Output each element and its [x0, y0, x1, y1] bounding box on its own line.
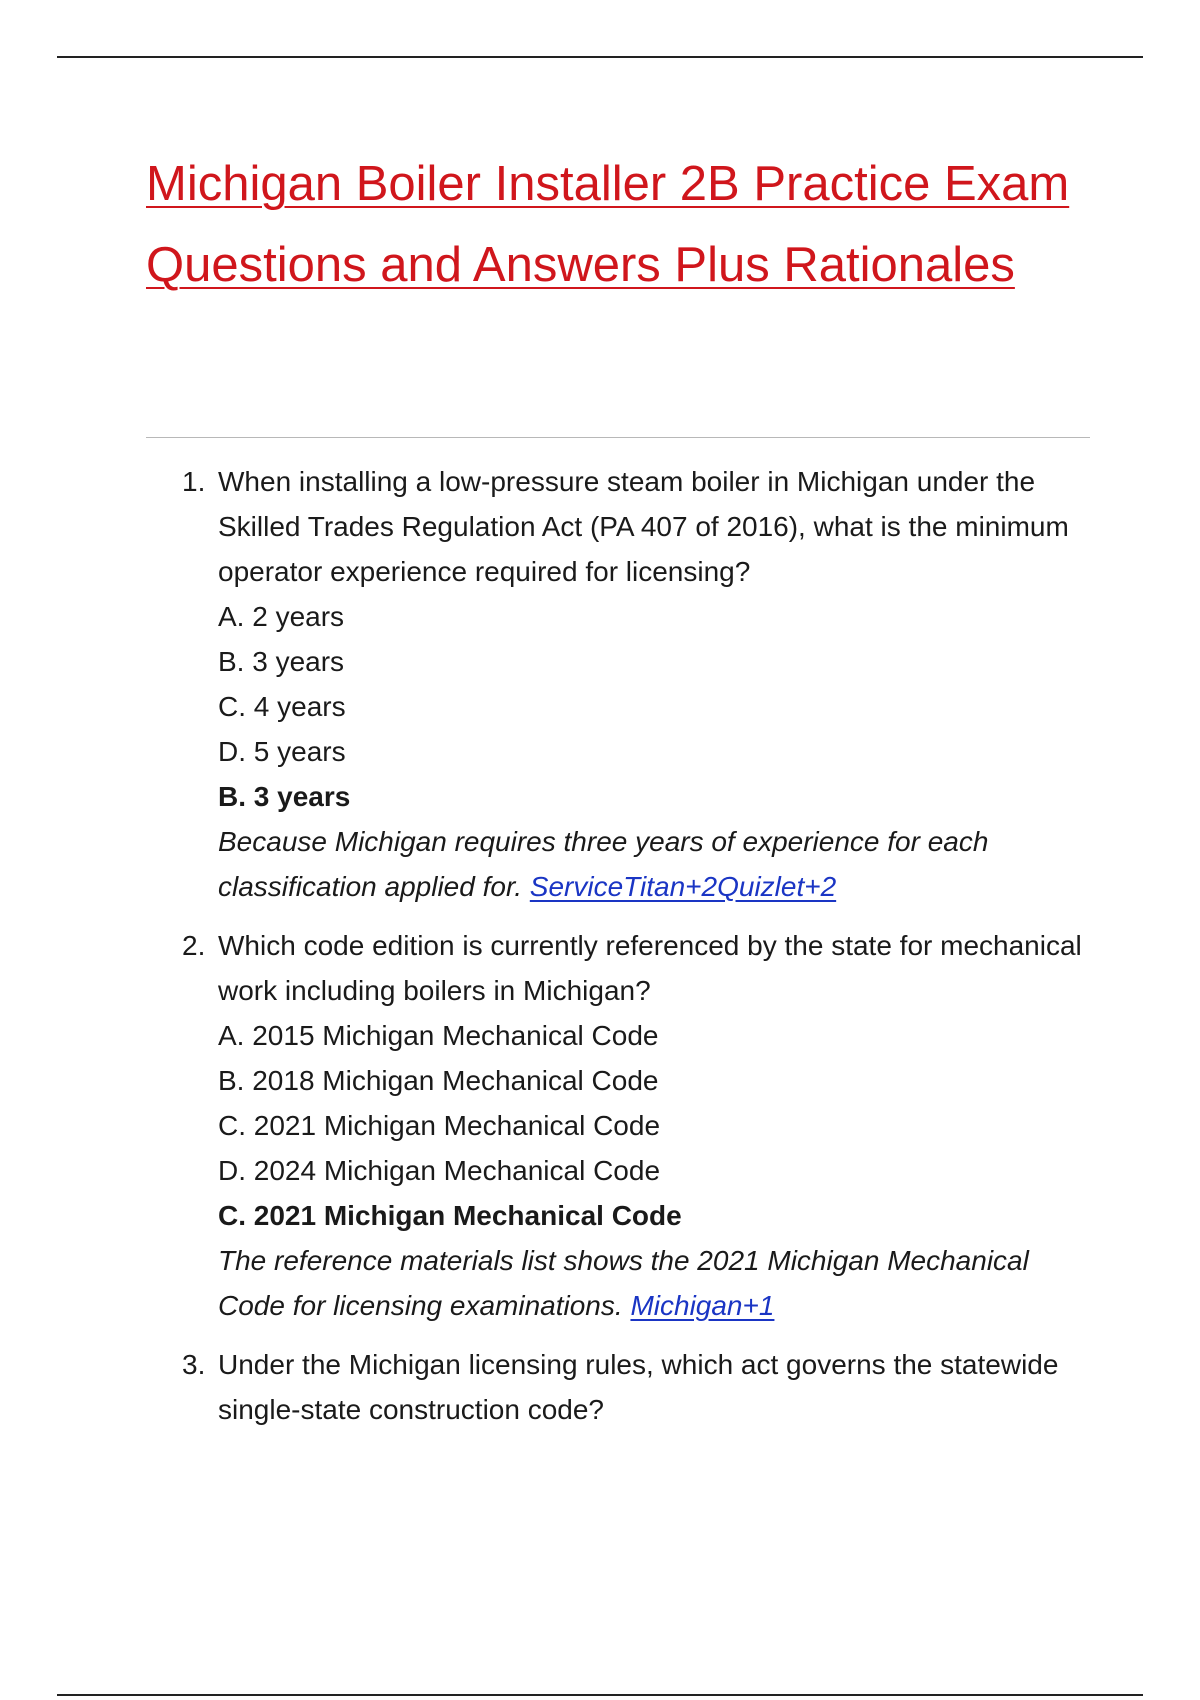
- page-bottom-rule: [57, 1694, 1143, 1696]
- rationale-text: Because Michigan requires three years of experience for each classification applied for.: [218, 826, 989, 902]
- question-body: [218, 459, 1098, 909]
- title-divider: [146, 437, 1090, 438]
- correct-answer: B. 3 years: [218, 781, 351, 812]
- rationale: [218, 819, 1098, 909]
- page-top-rule: [57, 56, 1143, 58]
- answer-option-a: A. 2015 Michigan Mechanical Code: [218, 1020, 659, 1051]
- question-text: Under the Michigan licensing rules, which act governs the statewide single-state construction code?: [218, 1349, 1059, 1425]
- answer-option-d: D. 2024 Michigan Mechanical Code: [218, 1155, 661, 1186]
- question-number: 2.: [182, 930, 206, 961]
- question-item-1: [0, 459, 1200, 909]
- document-title-text: Michigan Boiler Installer 2B Practice Exam Questions and Answers Plus Rationales: [146, 157, 1070, 292]
- document-title: [146, 144, 1076, 306]
- question-body: [218, 923, 1098, 1328]
- question-text: Which code edition is currently referenced by the state for mechanical work including boilers in Michigan?: [218, 930, 1082, 1006]
- answer-option-d: D. 5 years: [218, 736, 346, 767]
- question-item-3: [0, 1342, 1200, 1432]
- answer-option-b: B. 3 years: [218, 646, 345, 677]
- question-number: 1.: [182, 466, 206, 497]
- question-item-2: [0, 923, 1200, 1328]
- question-body: [218, 1342, 1098, 1432]
- question-number: 3.: [182, 1349, 206, 1380]
- question-text: When installing a low-pressure steam boiler in Michigan under the Skilled Trades Regulation Act (PA 407 of 2016), what is the minimum operator experience required for licensing?: [218, 466, 1069, 587]
- rationale-text: The reference materials list shows the 2021 Michigan Mechanical Code for licensing examinations.: [218, 1245, 1029, 1321]
- source-link[interactable]: Michigan+1: [630, 1290, 775, 1321]
- answer-option-b: B. 2018 Michigan Mechanical Code: [218, 1065, 659, 1096]
- answer-option-c: C. 2021 Michigan Mechanical Code: [218, 1110, 661, 1141]
- correct-answer: C. 2021 Michigan Mechanical Code: [218, 1200, 682, 1231]
- answer-option-a: A. 2 years: [218, 601, 345, 632]
- rationale: [218, 1238, 1098, 1328]
- question-list: [0, 459, 1200, 1446]
- source-link[interactable]: ServiceTitan+2Quizlet+2: [529, 871, 837, 902]
- answer-option-c: C. 4 years: [218, 691, 346, 722]
